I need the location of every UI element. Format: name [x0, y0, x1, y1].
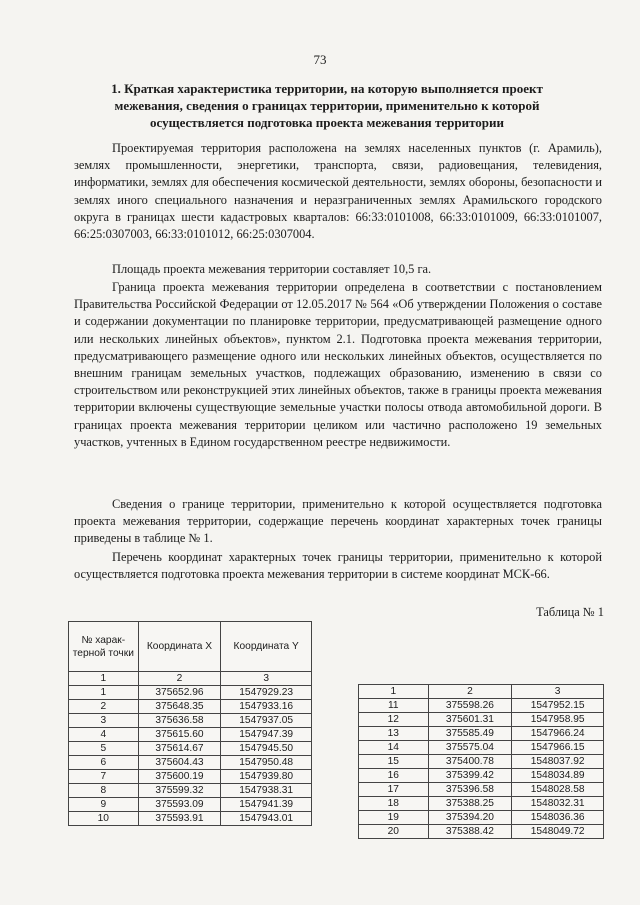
table-row — [69, 728, 312, 742]
coordinate-y-cell: 1547958.95 — [512, 713, 604, 727]
coordinate-y-cell: 1547939.80 — [221, 770, 312, 784]
index-cell: 1 — [359, 685, 429, 699]
coordinate-y-cell: 1548036.36 — [512, 811, 604, 825]
table-row — [69, 798, 312, 812]
coordinate-x-cell: 375593.09 — [138, 798, 221, 812]
coordinate-y-cell: 1547943.01 — [221, 812, 312, 826]
point-number-cell: 13 — [359, 727, 429, 741]
coordinate-x-cell: 375604.43 — [138, 756, 221, 770]
table-row — [359, 755, 604, 769]
coordinate-y-cell: 1548049.72 — [512, 825, 604, 839]
coordinate-y-cell: 1548037.92 — [512, 755, 604, 769]
coordinate-x-cell: 375648.35 — [138, 700, 221, 714]
coordinate-y-cell: 1547945.50 — [221, 742, 312, 756]
table-row — [69, 700, 312, 714]
table-row — [359, 797, 604, 811]
point-number-cell: 7 — [69, 770, 139, 784]
coordinate-x-cell: 375575.04 — [428, 741, 512, 755]
coordinate-x-cell: 375652.96 — [138, 686, 221, 700]
table-row — [359, 713, 604, 727]
paragraph-boundary-basis: Граница проекта межевания территории определена в соответствии с постановлением Правительства Российской Федерации от 12.05.2017 № 564 «Об утверждении Положения о составе и содержании документации по планировке территории, предусматривающей размещение одного или нескольких линейных объектов», пунктом 2.1. Подготовка проекта межевания территории, предусматривающего размещение одного или нескольких линейных объектов, осуществляется по внешним границам земельных участков, подлежащих образованию, изменению в связи со строительством или реконструкцией этих линейных объектов, также в границы проекта межевания территории включены существующие земельные участки полосы отвода автомобильной дороги. В границах проекта межевания территории целиком или частично расположено 19 земельных участков, учтенных в Едином государственном реестре недвижимости. — [74, 280, 602, 449]
point-number-cell: 9 — [69, 798, 139, 812]
coordinate-y-cell: 1547929.23 — [221, 686, 312, 700]
coordinate-x-cell: 375600.19 — [138, 770, 221, 784]
table-row — [69, 756, 312, 770]
point-number-cell: 17 — [359, 783, 429, 797]
coordinate-y-cell: 1548032.31 — [512, 797, 604, 811]
coordinate-x-cell: 375601.31 — [428, 713, 512, 727]
page-number: 73 — [313, 52, 327, 67]
point-number-cell: 19 — [359, 811, 429, 825]
table-row — [359, 811, 604, 825]
coordinate-y-cell: 1547937.05 — [221, 714, 312, 728]
coordinate-x-cell: 375614.67 — [138, 742, 221, 756]
coordinates-table-right — [358, 684, 604, 839]
table-row — [359, 769, 604, 783]
point-number-cell: 16 — [359, 769, 429, 783]
coordinate-y-cell: 1547966.24 — [512, 727, 604, 741]
paragraph-territory-location: Проектируемая территория расположена на землях населенных пунктов (г. Арамиль), землях промышленности, энергетики, транспорта, связи, радиовещания, телевидения, информатики, землях для обеспечения космической деятельности, землях обороны, безопасности и землях иного специального назначения и неразграниченных землях Арамильского городского округа в границах шести кадастровых кварталов: 66:33:0101008, 66:33:0101009, 66:33:0101007, 66:25:0307003, 66:33:0101012, 66:25:0307004. — [74, 141, 602, 242]
table-row — [359, 825, 604, 839]
coordinate-x-cell: 375388.25 — [428, 797, 512, 811]
coordinate-x-cell: 375615.60 — [138, 728, 221, 742]
point-number-cell: 1 — [69, 686, 139, 700]
section-heading: 1. Краткая характеристика территории, на которую выполняется проект межевания, сведения о границах территории, применительно к которой осуществляется подготовка проекта межевания территории — [111, 81, 543, 130]
table-index-row — [69, 672, 312, 686]
table-label: Таблица № 1 — [536, 605, 604, 619]
table-row — [359, 727, 604, 741]
table-row — [359, 741, 604, 755]
index-cell: 1 — [69, 672, 139, 686]
point-number-cell: 8 — [69, 784, 139, 798]
index-cell: 3 — [221, 672, 312, 686]
table-row — [359, 783, 604, 797]
table-row — [359, 699, 604, 713]
point-number-cell: 11 — [359, 699, 429, 713]
coordinate-y-cell: 1547947.39 — [221, 728, 312, 742]
table-row — [69, 686, 312, 700]
coordinate-y-cell: 1548028.58 — [512, 783, 604, 797]
coordinate-x-cell: 375593.91 — [138, 812, 221, 826]
coordinate-y-cell: 1547941.39 — [221, 798, 312, 812]
point-number-cell: 14 — [359, 741, 429, 755]
coordinate-x-cell: 375585.49 — [428, 727, 512, 741]
point-number-cell: 20 — [359, 825, 429, 839]
point-number-cell: 4 — [69, 728, 139, 742]
point-number-cell: 6 — [69, 756, 139, 770]
table-header-row — [69, 622, 312, 672]
header-coordinate-x: Координата X — [138, 622, 221, 672]
coordinate-x-cell: 375400.78 — [428, 755, 512, 769]
paragraph-area: Площадь проекта межевания территории составляет 10,5 га. — [112, 262, 432, 276]
coordinate-x-cell: 375396.58 — [428, 783, 512, 797]
point-number-cell: 12 — [359, 713, 429, 727]
coordinate-x-cell: 375394.20 — [428, 811, 512, 825]
point-number-cell: 15 — [359, 755, 429, 769]
coordinate-x-cell: 375599.32 — [138, 784, 221, 798]
paragraph-boundary-info: Сведения о границе территории, применительно к которой осуществляется подготовка проекта межевания территории, содержащие перечень координат характерных точек границы приведены в таблице № 1. — [74, 497, 602, 546]
table-row — [69, 770, 312, 784]
point-number-cell: 5 — [69, 742, 139, 756]
coordinates-table-left — [68, 621, 312, 826]
coordinate-y-cell: 1547938.31 — [221, 784, 312, 798]
index-cell: 3 — [512, 685, 604, 699]
coordinate-x-cell: 375388.42 — [428, 825, 512, 839]
table-body — [69, 686, 312, 826]
table-body — [359, 699, 604, 839]
table-row — [69, 812, 312, 826]
table-row — [69, 714, 312, 728]
header-point-number: № харак-терной точки — [69, 622, 139, 672]
header-coordinate-y: Координата Y — [221, 622, 312, 672]
coordinate-y-cell: 1547933.16 — [221, 700, 312, 714]
point-number-cell: 10 — [69, 812, 139, 826]
point-number-cell: 2 — [69, 700, 139, 714]
coordinate-x-cell: 375598.26 — [428, 699, 512, 713]
coordinate-y-cell: 1548034.89 — [512, 769, 604, 783]
coordinate-y-cell: 1547952.15 — [512, 699, 604, 713]
coordinate-y-cell: 1547966.15 — [512, 741, 604, 755]
paragraph-coordinate-list: Перечень координат характерных точек границы территории, применительно к которой осуществляется подготовка проекта межевания территории в системе координат МСК-66. — [74, 550, 602, 582]
coordinate-x-cell: 375636.58 — [138, 714, 221, 728]
point-number-cell: 18 — [359, 797, 429, 811]
table-row — [69, 742, 312, 756]
table-row — [69, 784, 312, 798]
index-cell: 2 — [428, 685, 512, 699]
coordinate-y-cell: 1547950.48 — [221, 756, 312, 770]
table-index-row — [359, 685, 604, 699]
index-cell: 2 — [138, 672, 221, 686]
point-number-cell: 3 — [69, 714, 139, 728]
coordinate-x-cell: 375399.42 — [428, 769, 512, 783]
